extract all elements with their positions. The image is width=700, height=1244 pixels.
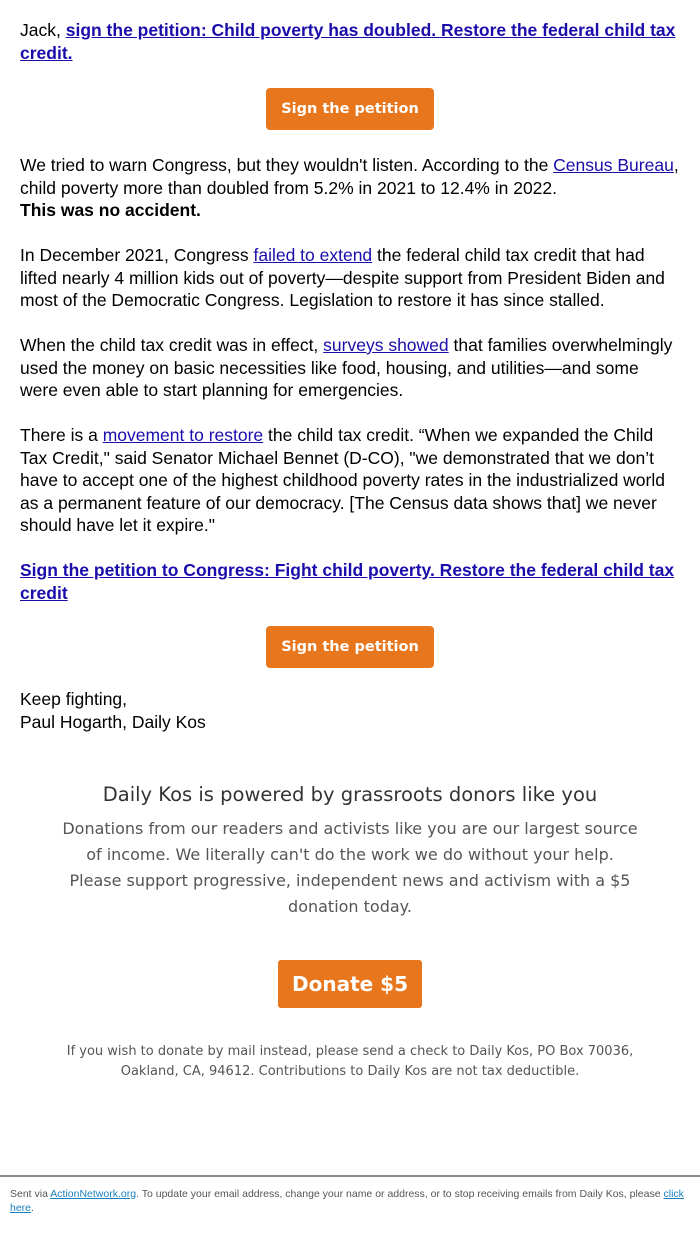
paragraph-census [20, 154, 680, 222]
petition-paragraph-bottom [20, 559, 680, 604]
movement-to-restore-link[interactable]: movement to restore [102, 425, 264, 445]
sign-petition-button-top[interactable]: Sign the petition [266, 88, 434, 130]
petition-link-top[interactable]: sign the petition: Child poverty has doubled. Restore the federal child tax credit. [20, 20, 676, 63]
census-bureau-link[interactable]: Census Bureau [553, 155, 674, 175]
surveys-showed-link[interactable]: surveys showed [323, 335, 449, 355]
sign-petition-button-bottom[interactable]: Sign the petition [266, 626, 434, 668]
donate-title: Daily Kos is powered by grassroots donors like you [102, 783, 598, 806]
footer-text: Sent via [10, 1188, 51, 1200]
donate-description: Donations from our readers and activists like you are our largest source of income. We literally can't do the work we do without your help. Please support progressive, independent news and activism with a $5 donation today. [62, 819, 638, 916]
paragraph-movement [20, 424, 680, 537]
petition-link-bottom[interactable]: Sign the petition to Congress: Fight child poverty. Restore the federal child tax credit [20, 560, 675, 603]
mail-donation-note: If you wish to donate by mail instead, please send a check to Daily Kos, PO Box 70036, Oakland, CA, 94612. Contributions to Daily Kos are not tax deductible. [66, 1044, 634, 1079]
footer [0, 1175, 700, 1215]
bold-statement: This was no accident. [20, 200, 201, 220]
email-body [20, 19, 680, 733]
paragraph-congress [20, 244, 680, 312]
signoff-line-1: Keep fighting, [20, 689, 128, 709]
paragraph-text: the child tax credit. “When we expanded the Child Tax Credit," said Senator Michael Bennet (D-CO), "we demonstrated that we don’t have to accept one of the highest childhood poverty rates in the industrialized world as a permanent feature of our democracy. [The Census data shows that] we never should have let it expire." [20, 425, 665, 535]
footer-text: . To update your email address, change your name or address, or to stop receiving emails from Daily Kos, please [136, 1188, 664, 1200]
intro-paragraph [20, 19, 680, 64]
unsubscribe-link[interactable]: click here [10, 1188, 684, 1214]
signoff [20, 688, 680, 733]
donate-section [0, 780, 700, 1082]
paragraph-text: , child poverty more than doubled from 5.2% in 2021 to 12.4% in 2022. [20, 155, 679, 198]
paragraph-text: There is a [20, 425, 103, 445]
paragraph-text: the federal child tax credit that had lifted nearly 4 million kids out of poverty—despite support from President Biden and most of the Democratic Congress. Legislation to restore it has since stalled. [20, 245, 665, 310]
paragraph-text: When the child tax credit was in effect, [20, 335, 324, 355]
paragraph-text: In December 2021, Congress [20, 245, 254, 265]
paragraph-text: that families overwhelmingly used the money on basic necessities like food, housing, and utilities—and some were even able to start planning for emergencies. [20, 335, 673, 400]
failed-to-extend-link[interactable]: failed to extend [253, 245, 373, 265]
button-row-bottom [20, 626, 680, 668]
footer-text: . [31, 1202, 34, 1214]
paragraph-surveys [20, 334, 680, 402]
greeting: Jack, [20, 20, 66, 40]
button-row-top [20, 88, 680, 130]
signoff-line-2: Paul Hogarth, Daily Kos [20, 711, 206, 732]
donate-button[interactable]: Donate $5 [278, 960, 422, 1008]
paragraph-text: We tried to warn Congress, but they wouldn't listen. According to the [20, 155, 554, 175]
action-network-link[interactable]: ActionNetwork.org [50, 1188, 137, 1200]
